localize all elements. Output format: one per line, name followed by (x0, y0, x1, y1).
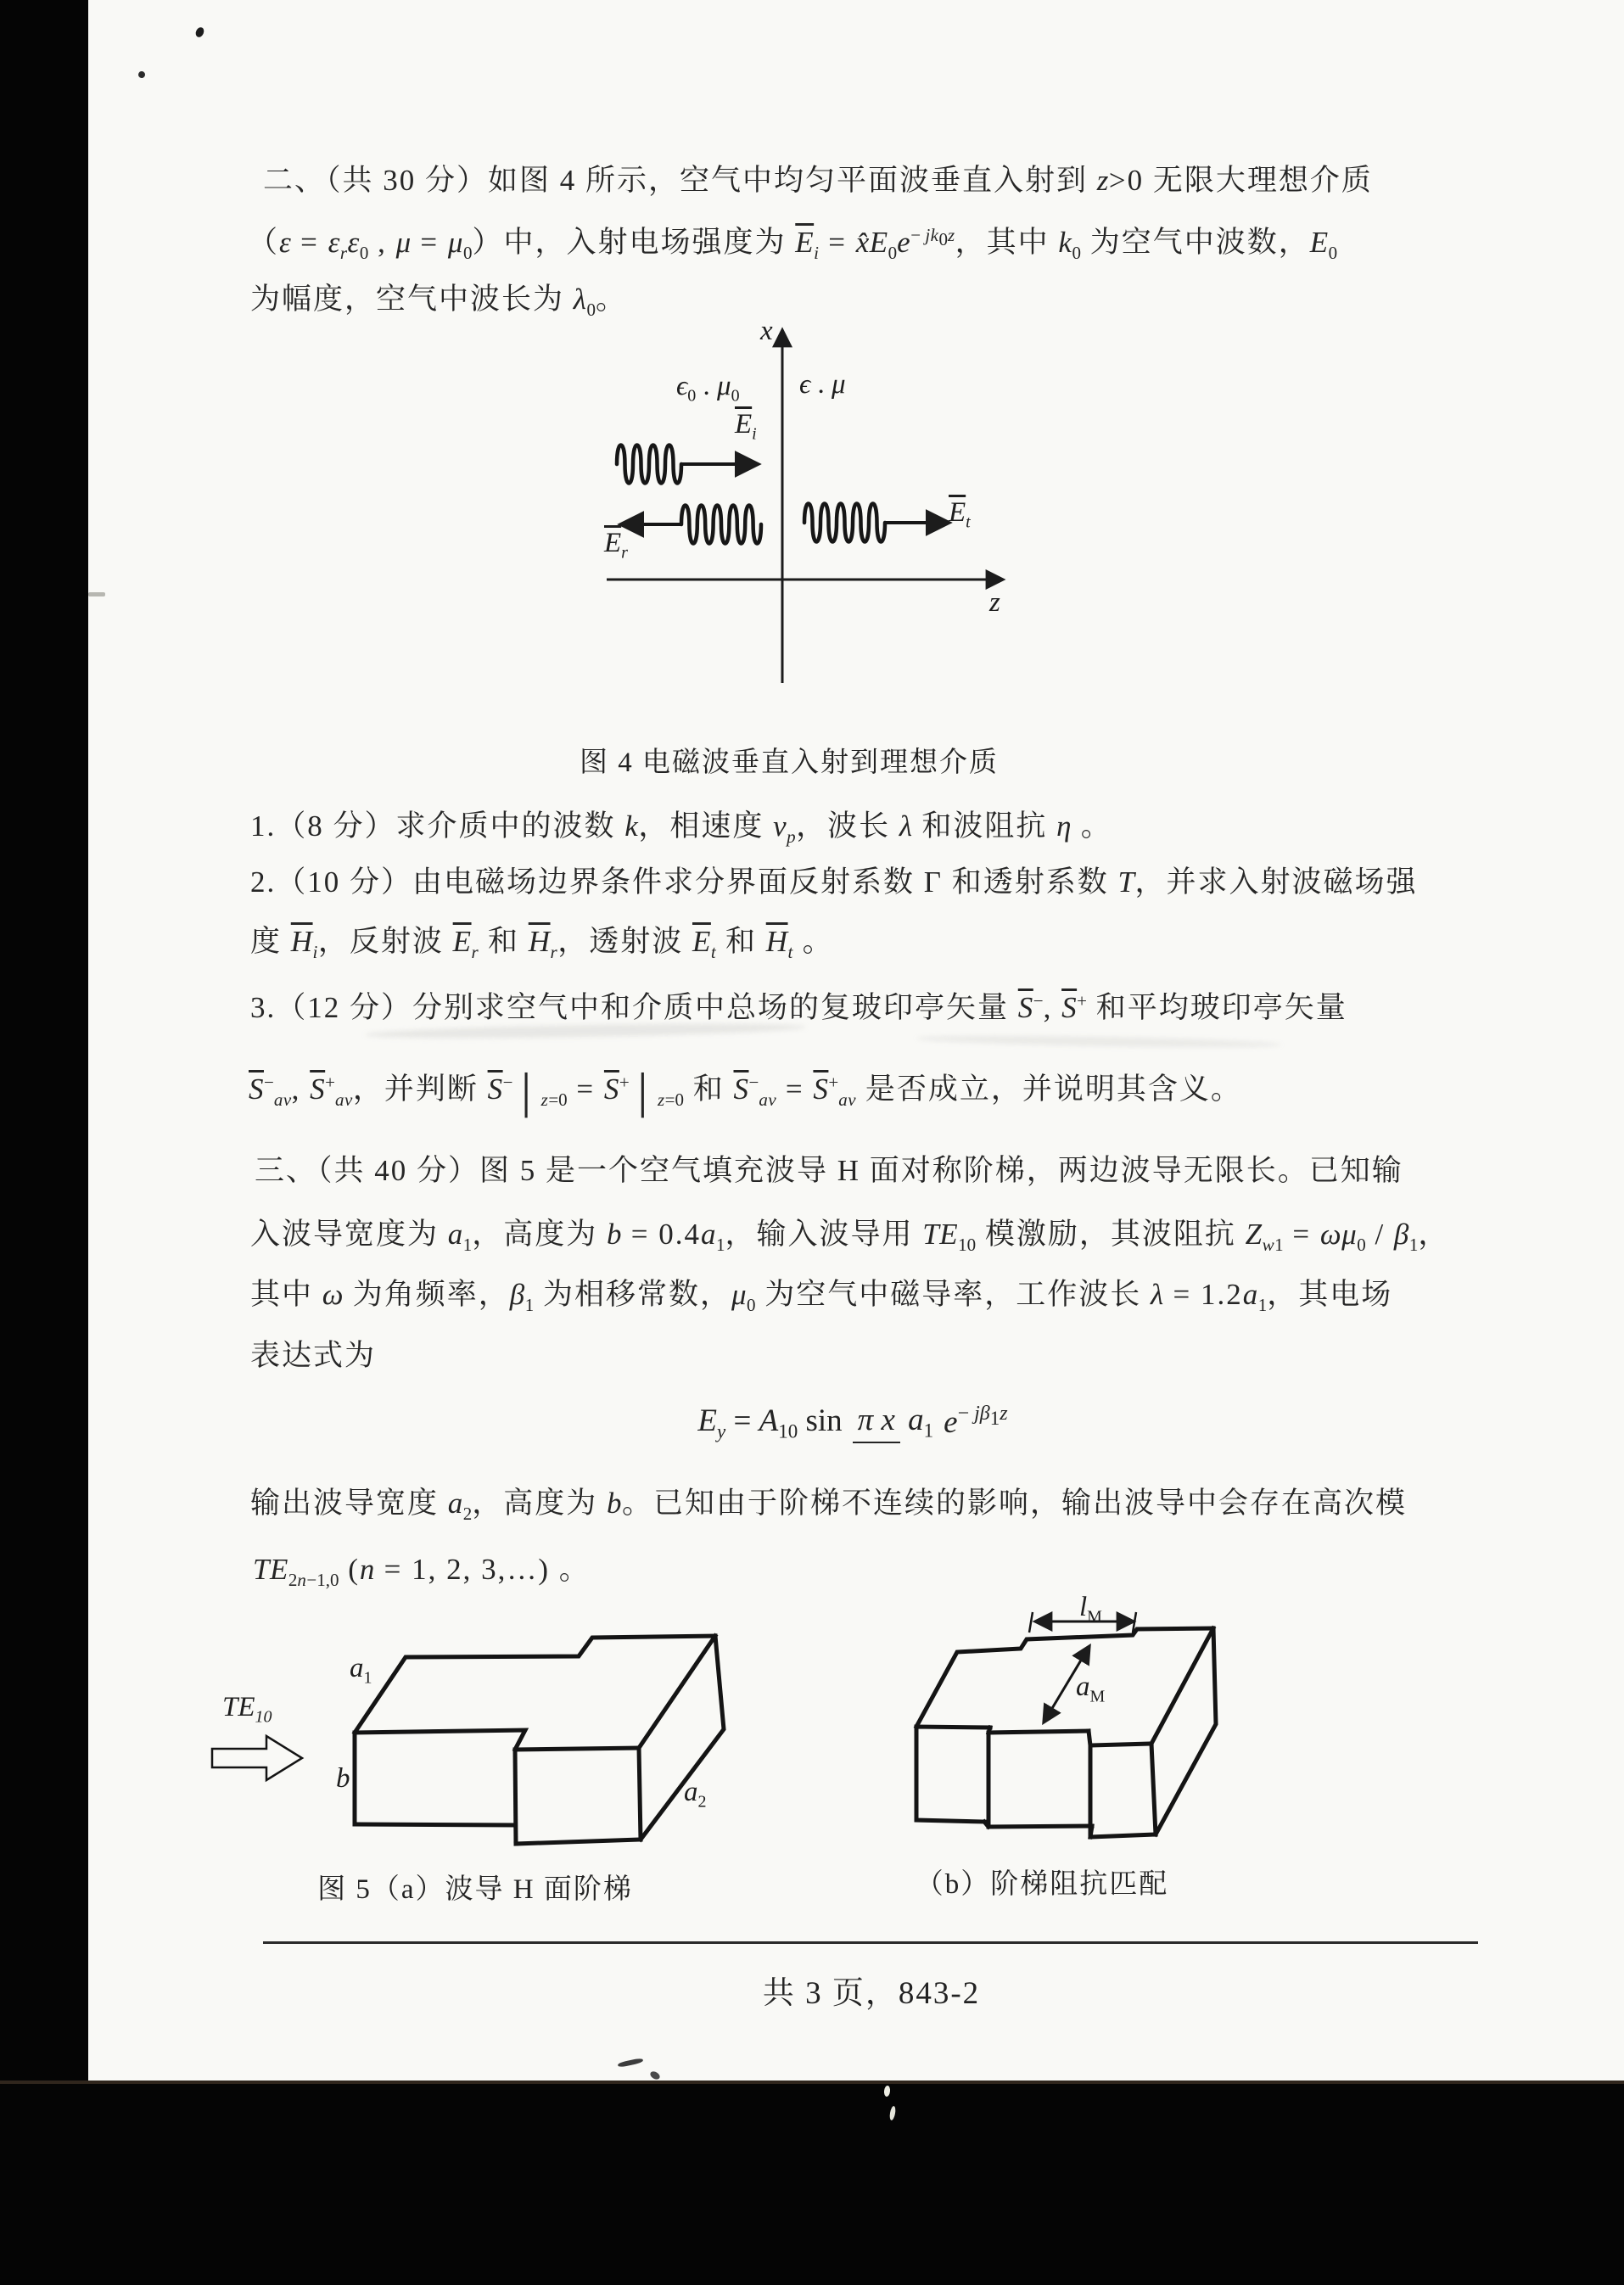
output-guide-front-top-edge (515, 1748, 639, 1750)
figure5b-am-label: $a_M$ (1076, 1672, 1106, 1706)
crease-smudge (916, 1033, 1281, 1050)
output-guide-end-front-edge (639, 1748, 641, 1840)
output-guide-end-top-edge (639, 1636, 715, 1748)
reflected-wave-squiggle (681, 506, 761, 544)
scan-edge-mark (88, 592, 105, 596)
transmitted-wave-squiggle (804, 504, 885, 542)
input-guide-front-bottom-edge (355, 1824, 515, 1825)
output-guide-front-bottom-edge (516, 1840, 641, 1844)
figure5b-lm-label: $l_M$ (1079, 1592, 1102, 1627)
figure4-transmitted-field-label: $\overline{E}_t$ (949, 497, 971, 532)
pencil-mark (618, 2058, 644, 2068)
figure4-z-axis-label: z (989, 587, 1000, 618)
section2-intro-line2: （$\varepsilon = \varepsilon_r\varepsilon_0$ , $\mu = \mu_0$）中，入射电场强度为 $\overline{E}_i$ = $x̂E_0e^{- jk_0z}$，其中 $k_0$ 为空气中波数，$E_0$ (248, 225, 1338, 263)
input-guide-front-top-edge (355, 1730, 525, 1750)
ey-field-equation (696, 1376, 1010, 1470)
right-guide-end-front-edge (1151, 1744, 1156, 1834)
right-section-front-wall (1090, 1744, 1156, 1837)
figure5b-diagram (899, 1595, 1247, 1850)
left-section-front-wall (916, 1727, 990, 1822)
dust-speck (137, 70, 145, 78)
figure4-reflected-field-label: $\overline{E}_r$ (604, 528, 628, 563)
scan-left-black-margin (0, 0, 88, 2285)
section3-line1: 三、（共 40 分）图 5 是一个空气填充波导 H 面对称阶梯，两边波导无限长。已知输 (255, 1154, 1403, 1187)
footer-rule (263, 1941, 1478, 1944)
equation-fraction-numerator: π x (853, 1403, 900, 1443)
section3-line4: 表达式为 (250, 1339, 377, 1372)
scan-bottom-black-margin (0, 2081, 1624, 2285)
figure5a-a2-label: $a_2$ (684, 1777, 707, 1812)
section2-intro-line1: 二、（共 30 分）如图 4 所示，空气中均匀平面波垂直入射到 z>0 无限大理想介质 (263, 164, 1373, 197)
equation-rhs: $e^{- j\beta_1z}$ (944, 1402, 1008, 1440)
figure5a-caption: 图 5（a）波导 H 面阶梯 (317, 1874, 633, 1905)
output-guide-end-face (641, 1636, 724, 1840)
figure5a-te10-label: $TE_{10}$ (222, 1692, 272, 1727)
question3-line1: 3.（12 分）分别求空气中和介质中总场的复玻印亭矢量 $\overline{S}^-$, $\overline{S}^+$ 和平均玻印亭矢量 (250, 990, 1347, 1024)
mid-right-step-top-jog (1089, 1731, 1090, 1745)
question3-line2: $\overline{S}^-_{av}$, $\overline{S}^+_{av}$，并判断 $\overline{S}^-│_{z=0}$ = $\overline{S}^+│_{z=0}$ 和 $\overline{S}^-_{av} = \overline{S}^+_{av}$ 是否成立，并说明其含义。 (249, 1072, 1242, 1115)
equation-fraction (853, 1404, 933, 1442)
pencil-mark (649, 2070, 661, 2081)
question1-line: 1.（8 分）求介质中的波数 k，相速度 $v_p$，波长 λ 和波阻抗 η 。 (250, 809, 1112, 847)
figure4-caption: 图 4 电磁波垂直入射到理想介质 (580, 748, 999, 778)
incident-wave-squiggle (617, 445, 681, 484)
output-guide-front-left-edge (515, 1750, 516, 1844)
question2-line1: 2.（10 分）由电磁场边界条件求分界面反射系数 Γ 和透射系数 T，并求入射波磁场强 (250, 865, 1418, 899)
te10-mode-arrow (212, 1736, 302, 1780)
output-waveguide-line2: $TE_{2n-1,0}$ (n = 1, 2, 3,…) 。 (253, 1553, 591, 1590)
right-guide-end-top-edge (1151, 1628, 1213, 1744)
right-guide-end-face (1156, 1628, 1216, 1834)
figure5a-b-label: b (336, 1763, 350, 1794)
question2-line2: 度 $\overline{H}_i$，反射波 $\overline{E}_r$ 和 $\overline{H}_r$，透射波 $\overline{E}_t$ 和 $\overline{H}_t$ 。 (250, 925, 834, 962)
figure5a-diagram (204, 1625, 747, 1871)
section3-line3: 其中 ω 为角频率，$\beta_1$ 为相移常数，$\mu_0$ 为空气中磁导率，工作波长 $\lambda = 1.2a_1$，其电场 (250, 1278, 1393, 1315)
section2-intro-line3: 为幅度，空气中波长为 $\lambda_0$。 (250, 283, 627, 320)
footer-page-number: 共 3 页，843-2 (762, 1976, 981, 2011)
section3-line2: 入波导宽度为 $a_1$，高度为 $b = 0.4a_1$，输入波导用 $TE_{10}$ 模激励，其波阻抗 $Z_{w1} = \omega\mu_0 / \beta_1$， (250, 1218, 1450, 1255)
lm-extension-tick-left (1029, 1612, 1033, 1633)
figure4-left-medium-label: $\epsilon_0$ . $\mu_0$ (676, 371, 740, 406)
figure5b-caption: （b）阶梯阻抗匹配 (915, 1869, 1169, 1900)
output-waveguide-line1: 输出波导宽度 $a_2$，高度为 b。已知由于阶梯不连续的影响，输出波导中会存在高次模 (250, 1487, 1408, 1524)
middle-section-front-wall (988, 1731, 1092, 1827)
figure4-incident-field-label: $\overline{E}_i$ (735, 409, 757, 444)
figure4-right-medium-label: ϵ . μ (799, 369, 846, 400)
equation-fraction-denominator: $a_1$ (908, 1403, 934, 1442)
figure4-x-axis-label: x (760, 316, 773, 346)
equation-lhs: $E_y = A_{10}$ sin (697, 1403, 843, 1442)
dust-speck (194, 26, 205, 39)
figure5a-a1-label: $a_1$ (350, 1653, 372, 1688)
